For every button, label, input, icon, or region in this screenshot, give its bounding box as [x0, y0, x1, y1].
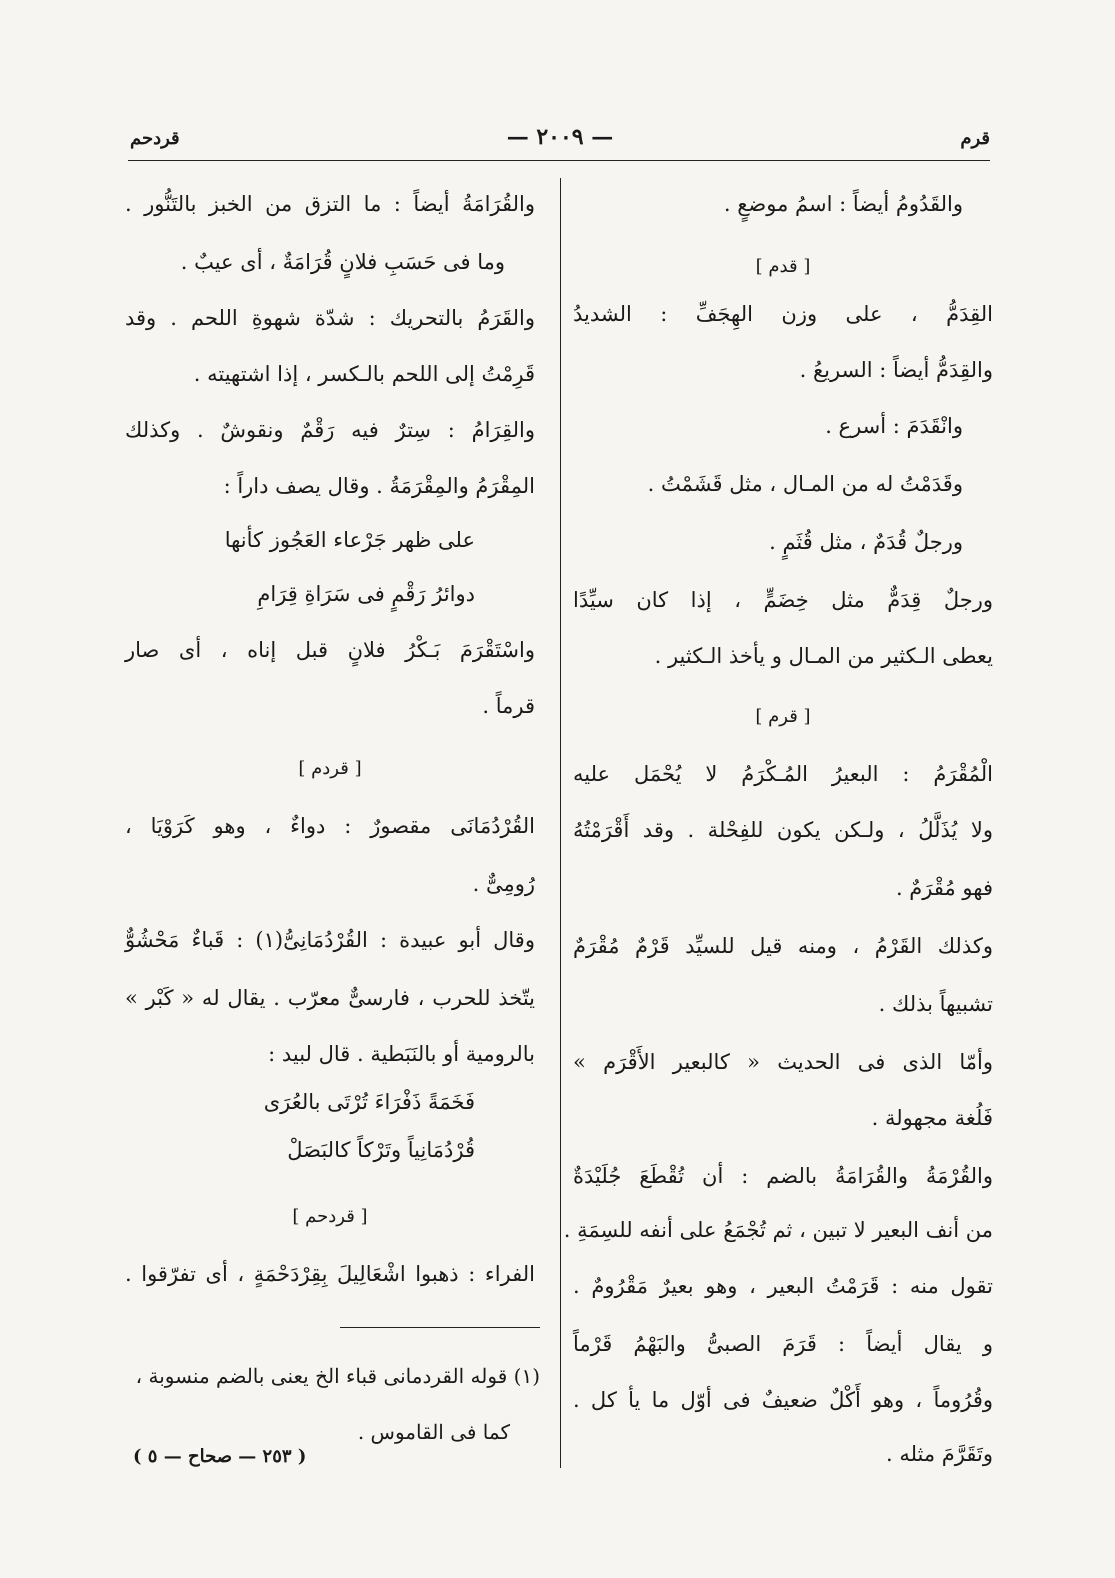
text-line: من أنف البعير لا تبين ، ثم تُجْمَعُ على أنفه للسِمَةِ .: [563, 1218, 993, 1242]
text-line: تشبيهاً بذلك .: [878, 992, 993, 1016]
text-line: قرماً .: [482, 694, 535, 718]
header-rule: [128, 160, 990, 161]
text-line: ورجلٌ قِدَمٌّ مثل خِضَمٍّ ، إذا كان سيِّدًا: [573, 588, 993, 612]
text-line: رُومِىٌّ .: [472, 872, 535, 896]
text-line: القِدَمُّ ، على وزن الهِجَفِّ : الشديدُ: [573, 302, 993, 326]
text-line: والقِرَامُ : سِترٌ فيه رَقْمٌ ونقوشٌ . وكذلك: [125, 418, 535, 442]
entry-heading: [ قدم ]: [755, 256, 811, 277]
running-head: [130, 122, 990, 162]
text-line: ورجلٌ قُدَمٌ ، مثل قُثَمٍ .: [769, 530, 963, 554]
text-line: فهو مُقْرَمٌ .: [895, 876, 993, 900]
verse-line: قُرْدُمَانِياً وتَرْكاً كالبَصَلْ: [287, 1138, 475, 1162]
text-line: وتَقَرَّمَ مثله .: [885, 1442, 993, 1466]
text-line: القُرْدُمَانَى مقصورٌ : دواءٌ ، وهو كَرَوْيَا ،: [125, 814, 535, 838]
text-line: و يقال أيضاً : قَرَمَ الصبىُّ والبَهْمُ قَرْماً: [573, 1332, 993, 1356]
verse-line: فَخَمَةً ذَفْرَاءَ تُرْتَى بالعُرَى: [263, 1090, 475, 1114]
signature-mark: ( ٢٥٣ — صحاح — ٥ ): [133, 1446, 307, 1467]
header-left-word: قردحم: [130, 128, 180, 149]
text-line: والقُرَامَةُ أيضاً : ما التزق من الخبز بالتَنُّور .: [125, 192, 535, 216]
text-line: فَلُغة مجهولة .: [871, 1106, 993, 1130]
text-line: يتّخذ للحرب ، فارسىٌّ معرّب . يقال له « كَبْر »: [125, 986, 535, 1010]
header-right-word: قرم: [960, 128, 990, 149]
text-line: وقُرُوماً ، وهو أَكْلٌ ضعيفٌ فى أوّل ما يأ كل .: [573, 1388, 993, 1412]
page-number: — ٢٠٠٩ —: [506, 124, 614, 150]
footnote-rule: [340, 1327, 540, 1328]
text-line: الْمُقْرَمُ : البعيرُ المُـكْرَمُ لا يُحْمَل عليه: [573, 762, 993, 786]
text-line: ولا يُذَلَّلُ ، ولـكن يكون للفِحْلة . وقد أَقْرَمْتُهُ: [573, 818, 993, 842]
text-line: وما فى حَسَبِ فلانٍ قُرَامَةٌ ، أى عيبٌ .: [180, 250, 505, 274]
text-line: وقال أبو عبيدة : القُرْدُمَانِىُّ(١) : قَباءٌ مَحْشُوٌّ: [125, 928, 535, 952]
text-line: والقُرْمَةُ والقُرَامَةُ بالضم : أن تُقْطَعَ جُلَيْدَةٌ: [573, 1164, 993, 1188]
text-line: تقول منه : قَرَمْتُ البعير ، وهو بعيرٌ مَقْرُومٌ .: [573, 1274, 993, 1298]
text-line: وقَدَمْتُ له من المـال ، مثل قَشَمْتُ .: [647, 472, 963, 496]
footnote-line: (١) قوله القردمانى قباء الخ يعنى بالضم منسوبة ،: [135, 1364, 540, 1388]
text-line: قَرِمْتُ إلى اللحم بالـكسر ، إذا اشتهيته .: [193, 362, 535, 386]
text-line: واسْتَقْرَمَ بَـكْرُ فلانٍ قبل إناه ، أى صار: [125, 638, 535, 662]
text-line: والقَدُومُ أيضاً : اسمُ موضعٍ .: [723, 192, 963, 216]
text-line: المِقْرَمُ والمِقْرَمَةُ . وقال يصف داراً :: [223, 474, 535, 498]
text-line: وأمّا الذى فى الحديث « كالبعير الأَقْرَم »: [573, 1050, 993, 1074]
text-line: والقِدَمُّ أيضاً : السريعُ .: [799, 358, 993, 382]
text-line: وكذلك القَرْمُ ، ومنه قيل للسيِّد قَرْمٌ مُقْرَمٌ: [573, 934, 993, 958]
entry-heading: [ قردم ]: [298, 758, 362, 779]
footnote-line: كما فى القاموس .: [357, 1420, 510, 1444]
text-line: الفراء : ذهبوا اشْعَالِيلَ بِقِرْدَحْمَةٍ ، أى تفرّقوا .: [125, 1262, 535, 1286]
verse-line: على ظهر جَرْعاء العَجُوز كأنها: [224, 528, 475, 552]
text-line: والقَرَمُ بالتحريك : شدّة شهوةِ اللحم . وقد: [125, 306, 535, 330]
text-line: وانْقَدَمَ : أسرع .: [825, 414, 963, 438]
text-line: بالرومية أو بالنَبَطية . قال لبيد :: [268, 1042, 535, 1066]
entry-heading: [ قرم ]: [755, 706, 811, 727]
column-divider: [560, 178, 561, 1468]
text-line: يعطى الـكثير من المـال و يأخذ الـكثير .: [654, 644, 993, 668]
verse-line: دوائرُ رَقْمٍ فى سَرَاةِ قِرَامِ: [257, 582, 475, 606]
entry-heading: [ قردحم ]: [292, 1206, 368, 1227]
